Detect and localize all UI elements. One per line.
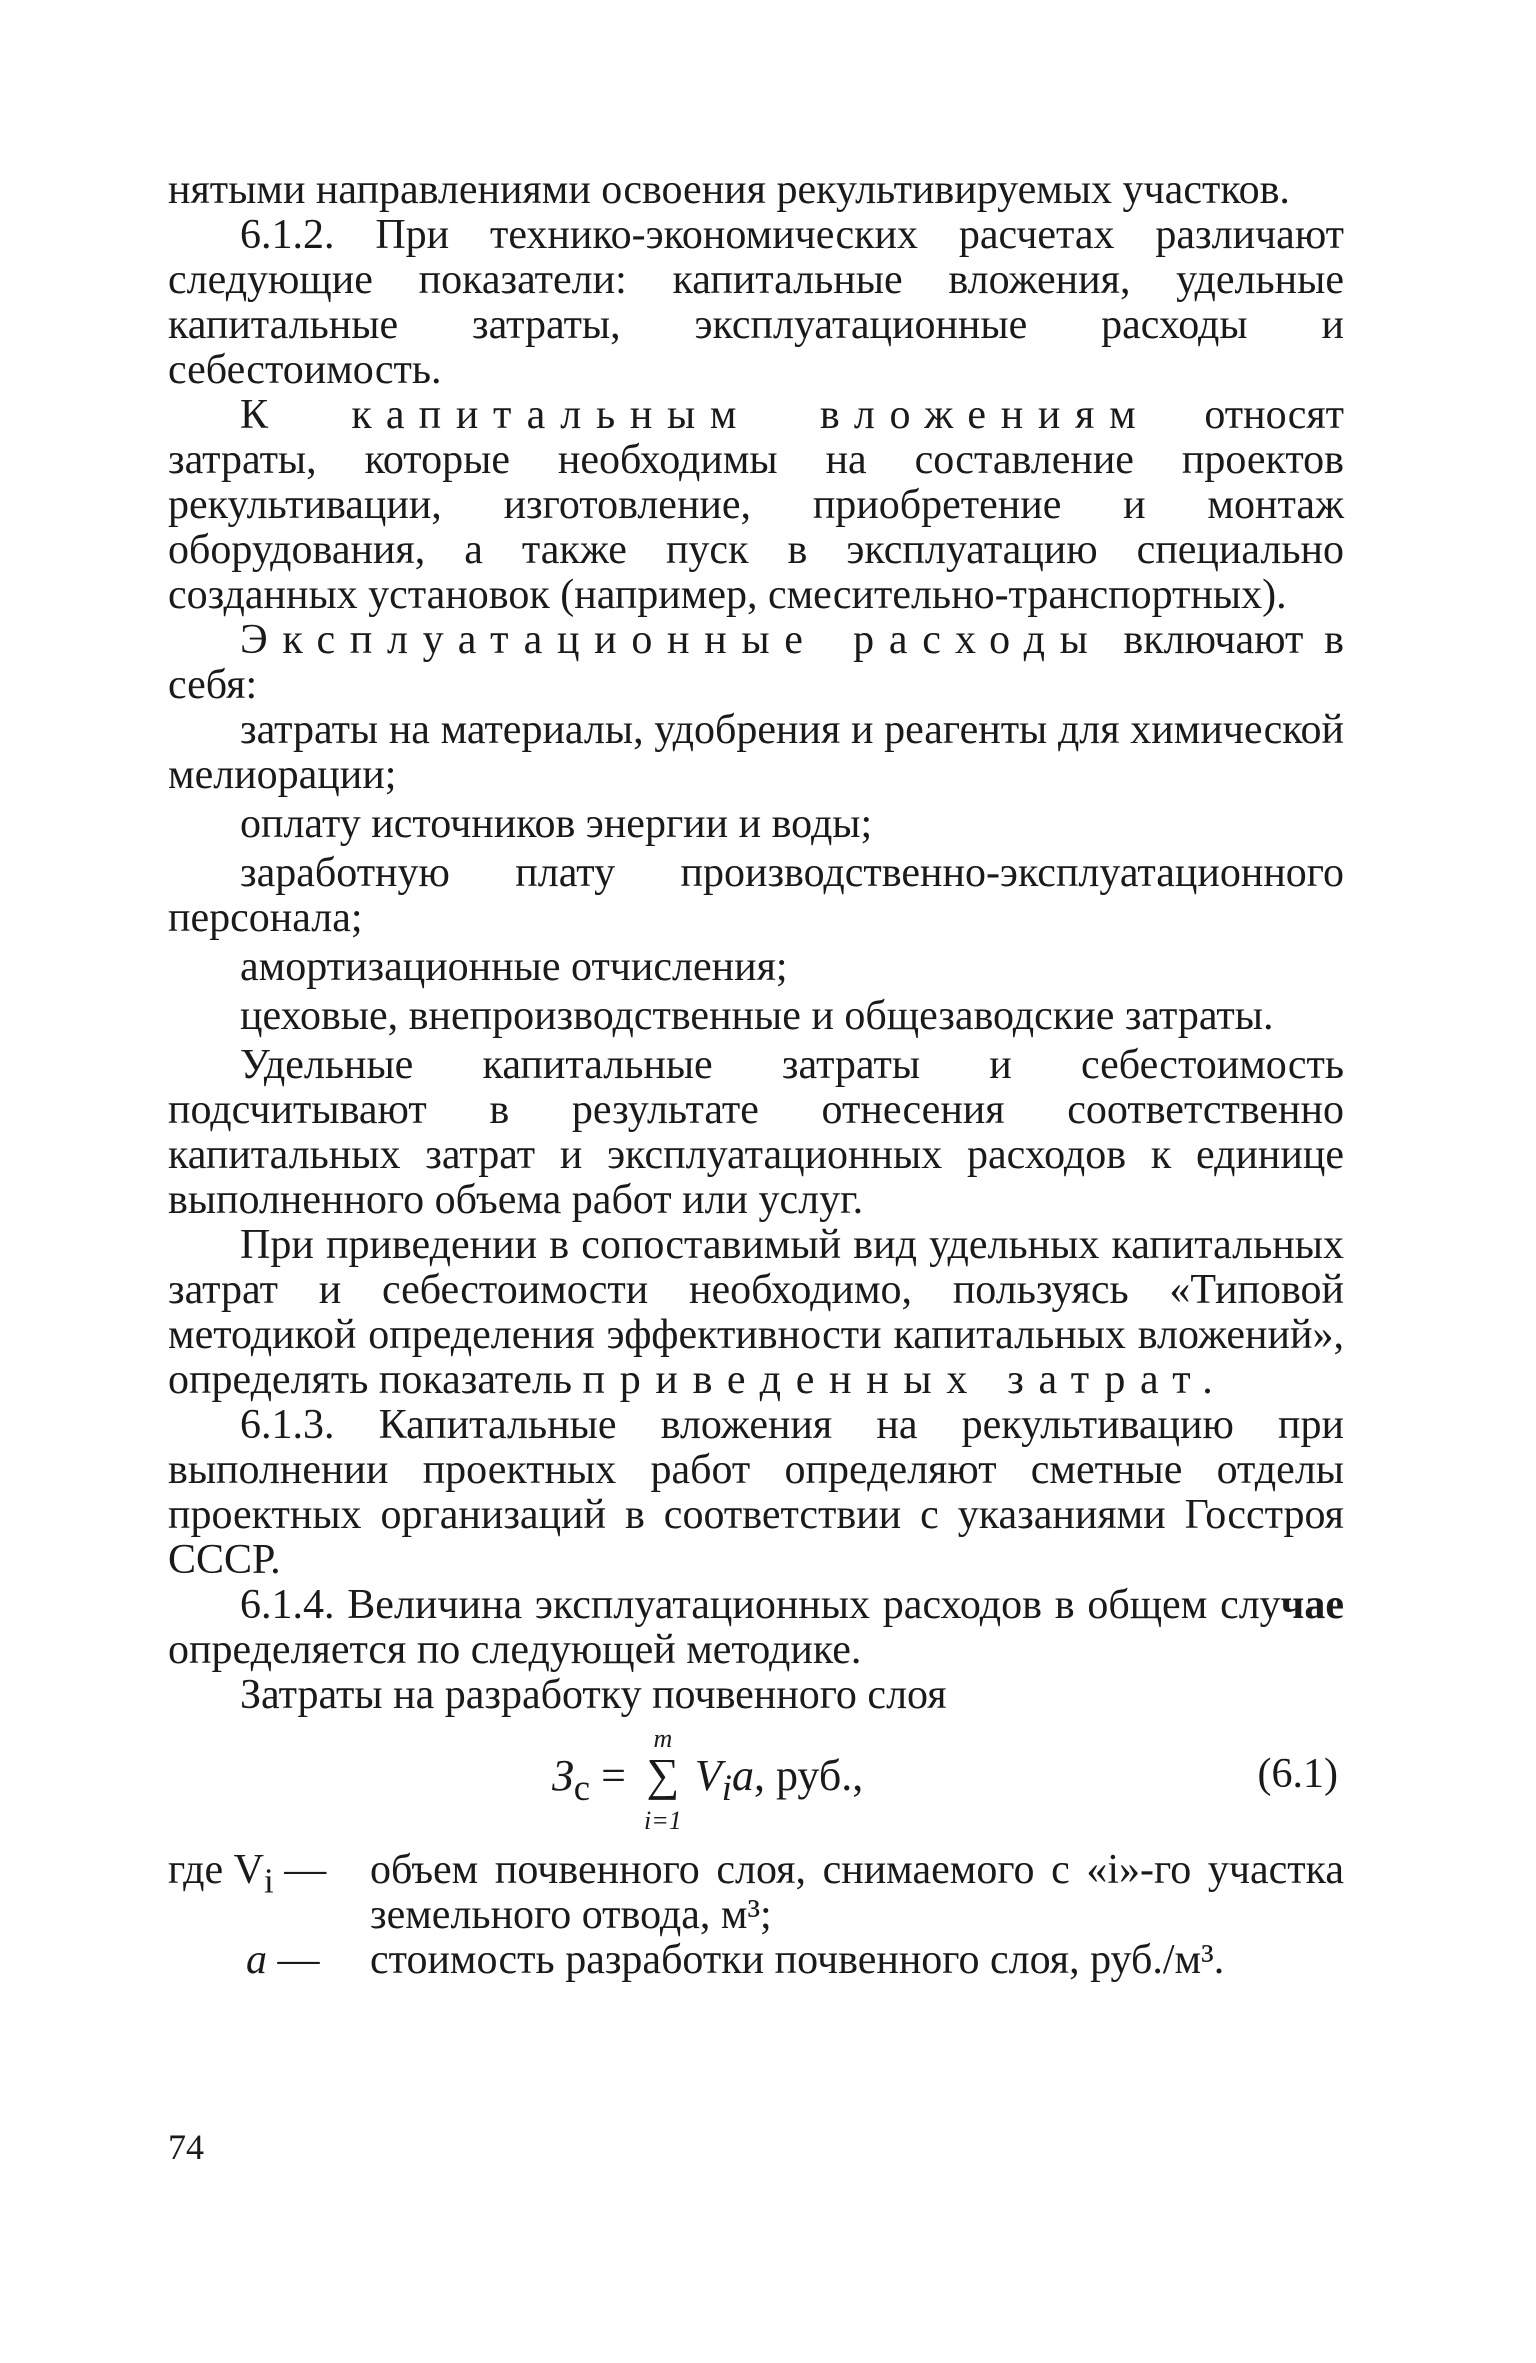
paragraph-capital-investment (168, 393, 1344, 618)
term-capital-investment: К капитальным вложениям (240, 392, 1151, 438)
sum-upper-limit: m (653, 1724, 673, 1753)
definition-label: a — (246, 1937, 320, 1983)
paragraph-specific-costs: Удельные капитальные затраты и себестоимость подсчитывают в результате отнесения соответственно капитальных затрат и эксплуатационных расходов к единице выполненного объема работ или услуг. (168, 1042, 1344, 1223)
list-item: оплату источников энергии и воды; (240, 801, 873, 847)
paragraph-6-1-2: 6.1.2. При технико-экономических расчетах различают следующие показатели: капитальные вложения, удельные капитальные затраты, эксплуатационные расходы и себестоимость. (168, 212, 1344, 393)
paragraph-6-1-4-bold: чае (1280, 1582, 1344, 1628)
formula-lhs: З (552, 1751, 574, 1800)
formula-6-1 (168, 1722, 1344, 1842)
formula-term-factor: a (731, 1751, 754, 1800)
page-number: 74 (168, 2127, 204, 2167)
definition-row (168, 1938, 1344, 1983)
sigma-symbol: ∑ (646, 1749, 680, 1800)
sum-operator (644, 1724, 682, 1835)
paragraph-reduced-costs (168, 1223, 1344, 1403)
definition-label: где $V_i$ — (168, 1847, 327, 1901)
paragraph-6-1-4-end: определяется по следующей методике. (168, 1627, 862, 1673)
formula-term-variable: V (694, 1751, 722, 1800)
paragraph-operating-costs (168, 618, 1344, 708)
paragraph-soil-costs: Затраты на разработку почвенного слоя (240, 1672, 947, 1718)
definition-text: объем почвенного слоя, снимаемого с «i»-го участка земельного отвода, м³; (370, 1847, 1344, 1938)
paragraph-6-1-4-start: 6.1.4. Величина эксплуатационных расходов в общем слу (240, 1582, 1281, 1628)
formula-expression (552, 1724, 864, 1835)
formula-lhs-sub: с (573, 1766, 591, 1808)
term-operating-costs: Эксплуатационные расходы (240, 617, 1103, 663)
body-text (168, 168, 1344, 1983)
paragraph-continuation: нятыми направлениями освоения рекультивируемых участков. (168, 167, 1290, 213)
formula-equals: = (590, 1751, 637, 1800)
list-item: затраты на материалы, удобрения и реагенты для химической мелиорации; (168, 707, 1344, 798)
paragraph-6-1-4 (168, 1583, 1344, 1673)
definition-text: стоимость разработки почвенного слоя, руб./м³. (370, 1937, 1225, 1983)
list-item: амортизационные отчисления; (240, 944, 788, 990)
formula-definitions (168, 1848, 1344, 1983)
sum-lower-limit: i=1 (644, 1806, 682, 1835)
definition-row (168, 1848, 1344, 1938)
list-item: цеховые, внепроизводственные и общезаводские затраты. (240, 993, 1274, 1039)
formula-term-sub: i (721, 1766, 732, 1808)
cost-list (168, 708, 1344, 1039)
equation-number: (6.1) (1257, 1751, 1338, 1797)
formula-unit: , руб., (753, 1751, 864, 1800)
list-item: заработную плату производственно-эксплуатационного персонала; (168, 850, 1344, 941)
paragraph-capital-investment-text: относят затраты, которые необходимы на составление проектов рекультивации, изготовление, приобретение и монтаж оборудования, а также пуск в эксплуатацию специально созданных установок (например, смесительно-транспортных). (168, 392, 1345, 618)
paragraph-6-1-3: 6.1.3. Капитальные вложения на рекультивацию при выполнении проектных работ определяют сметные отделы проектных организаций в соответствии с указаниями Госстроя СССР. (168, 1402, 1344, 1583)
paragraph-reduced-costs-text: При приведении в сопоставимый вид удельных капитальных затрат и себестоимости необходимо, пользуясь «Типовой методикой определения эффективности капитальных вложений», определять показатель (168, 1222, 1344, 1403)
term-reduced-costs: приведенных затрат. (582, 1357, 1228, 1403)
paragraph-operating-costs-text: включают в себя: (168, 617, 1345, 708)
